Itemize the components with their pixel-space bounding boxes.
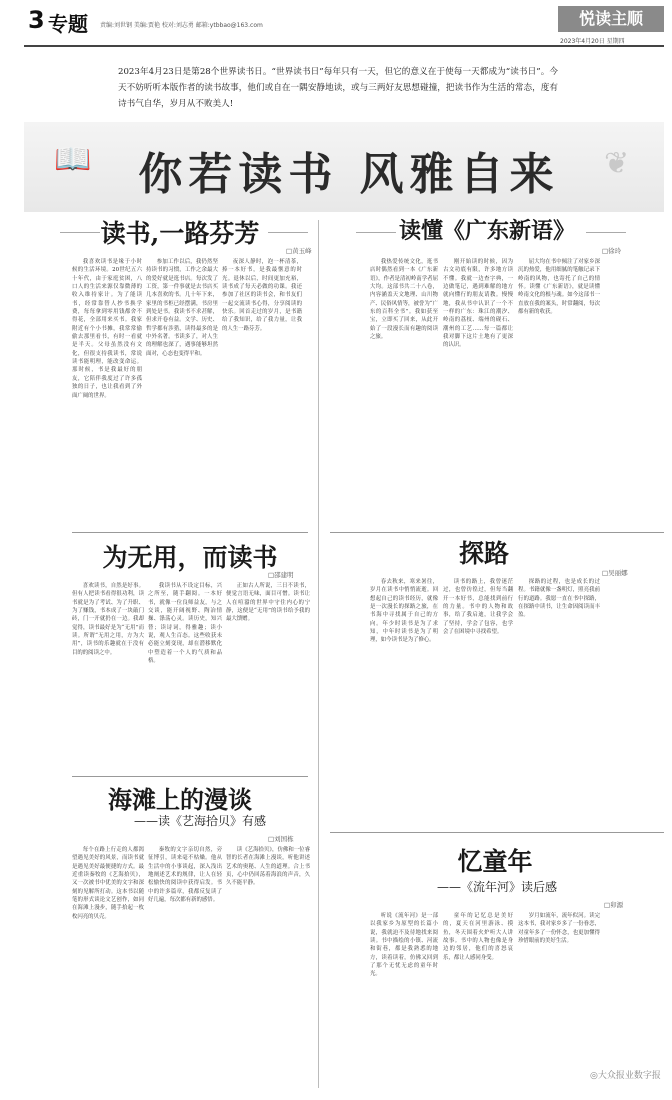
header-rule xyxy=(24,45,664,47)
banner-title: 你若读书 风雅自来 xyxy=(138,149,560,200)
section-name: 专题 xyxy=(48,12,88,36)
article-paragraph: 听说《流年河》是一部以我家乡为原型的长篇小说，我就迫不及待地找来阅读。书中描绘的小镇、河流和街巷，都是我熟悉的地方，读着读着，仿佛又回到了那个无忧无虑的童年时光。 xyxy=(370,913,438,978)
article-column xyxy=(72,846,144,1086)
intro-paragraph: 2023年4月23日是第28个世界读书日。“世界读书日”每年只有一天，但它的意义在于使每一天都成为“读书日”。今天不妨听听本版作者的读书故事，他们或自在一隅安静地读，或与三两好友思想碰撞，把读书作为生活的常态，度有诗书气自华，岁月从不败美人! xyxy=(118,67,558,109)
article-column xyxy=(148,846,222,1086)
article-paragraph: 春去秋来，寒来暑往，岁月在读书中悄悄流逝。回想起自己的读书经历，就像是一次漫长的探路之旅，在书海中寻找属于自己的方向。年少时读书是为了求知，中年时读书是为了明理，如今读书是为了修心。 xyxy=(370,579,438,644)
article-column xyxy=(146,258,218,526)
article-title: 探路 xyxy=(458,539,509,568)
article-paragraph: 我热爱传统文化，逛书店时偶然看到一本《广东新语》，作者是清初岭南学者屈大均。这部书共二十八卷，内容涵盖天文地理、山川物产、民俗风情等，被誉为“广东的百科全书”。我如获至宝，立即买了回来，从此开始了一段漫长而有趣的阅读之旅。 xyxy=(370,259,438,341)
article-byline: □黄玉峰 xyxy=(286,247,312,255)
column-brand: 悦读主顺 xyxy=(558,6,664,32)
leaf-icon: ❦ xyxy=(604,146,630,181)
article-column xyxy=(148,582,222,770)
title-ornament xyxy=(268,232,308,233)
article-paragraph: 读《艺海拾贝》，仿佛和一位睿智的长者在海滩上漫谈，听他讲述艺术的奥秘、人生的道理。合上书页，心中仍回荡着海浪的声音，久久不能平静。 xyxy=(226,847,310,887)
article-column xyxy=(72,258,142,526)
article-column xyxy=(226,582,310,770)
page-number: 3 xyxy=(28,6,45,34)
article-paragraph: 童年的记忆总是美好的，夏天在河里游泳、摸鱼，冬天围着火炉听大人讲故事。书中的人物也像是身边的邻居，他们的喜怒哀乐，都让人感同身受。 xyxy=(443,913,513,961)
article-subtitle: ——《流年河》读后感 xyxy=(436,880,557,894)
article-paragraph: 正如古人所说，三日不读书，便觉言语无味，面目可憎。读书让人在喧嚣的世界中守住内心的宁静，这便是“无用”的读书给予我的最大馈赠。 xyxy=(226,583,310,623)
article-paragraph: 夜深人静时，泡一杯清茶，捧一本好书，是我最惬意的时光。退休以后，时间更加充裕，读书成了每天必做的功课。我还参加了社区的读书会，和书友们一起交流读书心得，分享阅读的快乐。回首走过的岁月，是书籍给了我知识，给了我力量，让我的人生一路芬芳。 xyxy=(222,259,302,332)
title-ornament xyxy=(356,232,396,233)
section-divider xyxy=(330,532,664,533)
article-paragraph: 我读书从不设定目标，兴之所至，随手翻阅。一本好书，就像一位良师益友，与之交谈，能开阔视野、陶冶情操、涤荡心灵。读历史，知兴替；读诗词，得雅趣；读小说，观人生百态。这些收获未必能立刻变现，却在潜移默化中塑造着一个人的气质和品格。 xyxy=(148,583,222,665)
article-column xyxy=(222,258,302,526)
article-column xyxy=(370,258,438,526)
article-title: 读懂《广东新语》 xyxy=(398,218,575,244)
editor-credits: 责编:刘世钢 美编:贾艳 校对:刘志勇 邮箱:ytbbao@163.com xyxy=(100,22,263,29)
article-paragraph: 岁月如流年，流年似河。读完这本书，我对家乡多了一份眷恋，对童年多了一份怀念，也更加懂得珍惜眼前的美好生活。 xyxy=(518,913,600,945)
article-paragraph: 探路的过程，也是成长的过程。书籍就像一盏明灯，照亮我前行的道路。我愿一直在书中探路，在探路中读书，让生命因阅读而丰盈。 xyxy=(518,579,600,619)
article-paragraph: 喜欢读书，自然是好事。但有人把读书看得很功利，读书就是为了考试、为了升职、为了赚钱，书本成了一块敲门砖，门一开就扔在一边。我却觉得，读书最好是为“无用”而读。所谓“无用之用，方为大用”，读书的乐趣就在于没有目的的阅读之中。 xyxy=(72,583,144,656)
article-column xyxy=(518,912,600,1086)
book-icon: 📖 xyxy=(54,142,92,177)
article-title: 海滩上的漫谈 xyxy=(108,785,252,814)
article-title: 为无用，而读书 xyxy=(102,543,278,572)
article-column xyxy=(443,912,513,1086)
issue-date: 2023年4月20日 星期四 xyxy=(560,38,625,45)
article-byline: □徐玲 xyxy=(602,247,622,255)
article-paragraph: 参加工作以后，我仍然坚持读书的习惯，工作之余最大的爱好就是逛书店。每次发了工资，第一件事就是去书店买几本喜欢的书。几十年下来，家里的书柜已经摆满，书房里到处是书。我读书不求甚解，但求开卷有益。文学、历史、哲学都有涉猎，读得最多的是中外名著。书读多了，对人生的理解也深了，遇事能够坦然面对，心态也变得平和。 xyxy=(146,259,218,357)
title-ornament xyxy=(586,232,626,233)
article-column xyxy=(370,912,438,1086)
article-byline: □刘国栋 xyxy=(268,835,294,843)
article-title: 读书,一路芬芳 xyxy=(100,219,260,248)
watermark: ◎大众报业数字报 xyxy=(590,1071,661,1081)
article-paragraph: 屈大均在书中倾注了对家乡深沉的热爱，他用细腻的笔触记录下岭南的风物，也寄托了自己的情怀。读懂《广东新语》，就是读懂岭南文化的根与魂。如今这部书一直放在我的案头，时常翻阅，每次都有新的收获。 xyxy=(518,259,600,316)
article-paragraph: 秦牧的文字亲切自然，旁征博引，读来毫不枯燥。他从生活中的小事谈起，深入浅出地阐述艺术的规律，让人在轻松愉快的阅读中获得启发。书中的许多篇章，我都反复读了好几遍，每次都有新的感悟。 xyxy=(148,847,222,904)
page-header xyxy=(0,0,672,50)
article-paragraph: 我喜欢读书是缘于小时候的生活环境。20世纪五六十年代，由于家庭贫困，八口人的生活来源仅靠微薄的收入维持家计。为了能读书，经常靠替人抄书换学费，每每拿到零用钱都舍不得花，全部用来买书。我家附近有个小书摊，我常常偷偷去那里看书，有时一看就是半天。父母虽然没有文化，但很支持我读书，常说读书能明理，能改变命运。那时候，书是我最好的朋友，它陪伴我度过了许多孤独的日子，也让我看到了外面广阔的世界。 xyxy=(72,259,142,399)
article-paragraph: 每个在路上行走的人都渴望遇见美好的风景，而读书就是遇见美好最便捷的方式。最近重读秦牧的《艺海拾贝》，又一次被书中优美的文字和深刻的见解所打动。这本书以随笔的形式谈论文艺创作，如同在海滩上漫步，随手拾起一枚枚闪亮的贝壳。 xyxy=(72,847,144,920)
section-divider xyxy=(72,532,308,533)
article-paragraph: 刚开始读的时候，因为古文功底有限，许多地方读不懂。我就一边查字典，一边做笔记，遇到难解的地方就向懂行的朋友请教。慢慢地，我从书中认识了一个不一样的广东：珠江的潮汐、岭南的荔枝、端州的砚石、潮州的工艺……每一篇都让我对脚下这片土地有了更深的认识。 xyxy=(443,259,513,349)
article-byline: □吴丽娜 xyxy=(602,569,628,577)
section-divider xyxy=(330,832,664,833)
article-paragraph: 读书的路上，我曾迷茫过，也曾彷徨过，但每当翻开一本好书，总能找到前行的力量。书中的人物和故事，给了我启迪，让我学会了坚持，学会了包容，也学会了在困境中寻找希望。 xyxy=(443,579,513,636)
section-divider xyxy=(72,776,308,777)
article-byline: □邵建明 xyxy=(268,571,294,579)
article-column xyxy=(518,258,600,526)
article-column xyxy=(443,258,513,526)
article-byline: □卯源 xyxy=(604,901,624,909)
article-column xyxy=(226,846,310,1086)
article-column xyxy=(443,578,513,826)
article-subtitle: ——读《艺海拾贝》有感 xyxy=(133,814,266,828)
article-title: 忆童年 xyxy=(457,847,533,876)
column-divider xyxy=(318,220,319,1088)
article-column xyxy=(518,578,600,826)
article-column xyxy=(72,582,144,770)
article-column xyxy=(370,578,438,826)
banner xyxy=(24,122,664,212)
